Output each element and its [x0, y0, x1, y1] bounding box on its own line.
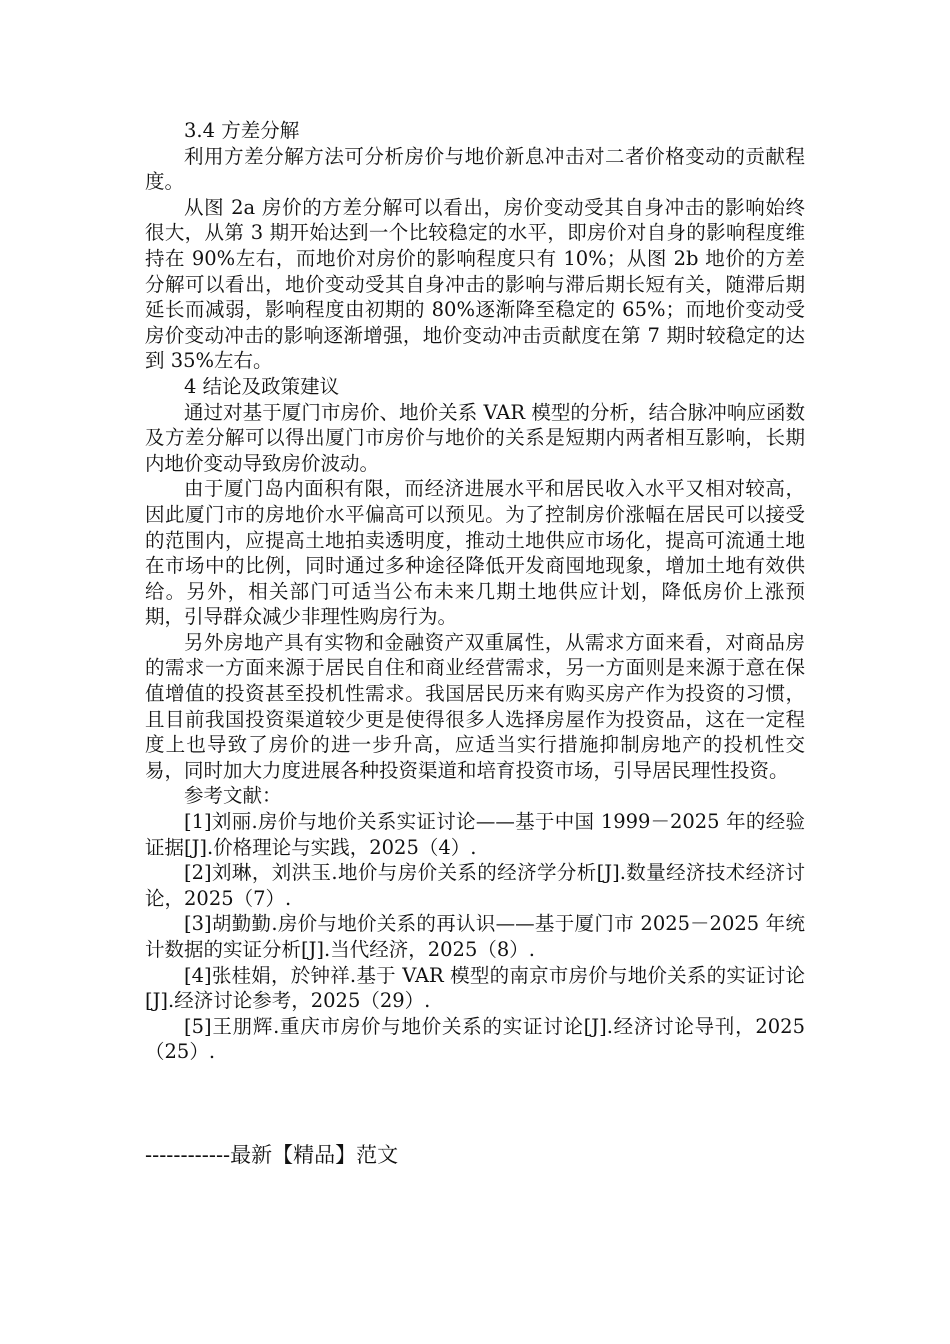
section-heading-4: 4 结论及政策建议 [184, 374, 340, 398]
paragraph: 另外房地产具有实物和金融资产双重属性，从需求方面来看，对商品房的需求一方面来源于居民自住和商业经营需求，另一方面则是来源于意在保值增值的投资甚至投机性需求。我国居民历来有购买房产作为投资的习惯，且目前我国投资渠道较少更是使得很多人选择房屋作为投资品，这在一定程度上也导致了房价的进一步升高，应适当实行措施抑制房地产的投机性交易，同时加大力度进展各种投资渠道和培育投资市场，引导居民理性投资。 [145, 630, 805, 782]
reference-item: [2]刘琳，刘洪玉.地价与房价关系的经济学分析[J].数量经济技术经济讨论，2025（7）. [145, 861, 805, 910]
section-heading-3-4: 3.4 方差分解 [184, 119, 300, 142]
paragraph: 利用方差分解方法可分析房价与地价新息冲击对二者价格变动的贡献程度。 [145, 144, 805, 194]
references-heading: 参考文献： [184, 784, 282, 808]
footer-text: ------------最新【精品】范文 [145, 1143, 399, 1167]
reference-item: [3]胡勤勤.房价与地价关系的再认识——基于厦门市 2025－2025 年统计数据的实证分析[J].当代经济，2025（8）. [145, 912, 805, 961]
reference-item: [5]王朋辉.重庆市房价与地价关系的实证讨论[J].经济讨论导刊，2025（25）. [145, 1014, 805, 1064]
paragraph: 从图 2a 房价的方差分解可以看出，房价变动受其自身冲击的影响始终很大，从第 3 期开始达到一个比较稳定的水平，即房价对自身的影响程度维持在 90%左右，而地价对房价的影响程度只有 10%；从图 2b 地价的方差分解可以看出，地价变动受其自身冲击的影响与滞后期长短有关，随滞后期延长而减弱，影响程度由初期的 80%逐渐降至稳定的 65%；而地价变动受房价变动冲击的影响逐渐增强，地价变动冲击贡献度在第 7 期时较稳定的达到 35%左右。 [145, 195, 805, 373]
reference-item: [4]张桂娟，於钟祥.基于 VAR 模型的南京市房价与地价关系的实证讨论[J].经济讨论参考，2025（29）. [145, 963, 805, 1013]
reference-item: [1]刘丽.房价与地价关系实证讨论——基于中国 1999－2025 年的经验证据[J].价格理论与实践，2025（4）. [145, 810, 805, 859]
document-body [145, 118, 805, 1065]
paragraph: 由于厦门岛内面积有限，而经济进展水平和居民收入水平又相对较高，因此厦门市的房地价水平偏高可以预见。为了控制房价涨幅在居民可以接受的范围内，应提高土地拍卖透明度，推动土地供应市场化，提高可流通土地在市场中的比例，同时通过多种途径降低开发商囤地现象，增加土地有效供给。另外，相关部门可适当公布未来几期土地供应计划，降低房价上涨预期，引导群众减少非理性购房行为。 [145, 477, 805, 629]
paragraph: 通过对基于厦门市房价、地价关系 VAR 模型的分析，结合脉冲响应函数及方差分解可以得出厦门市房价与地价的关系是短期内两者相互影响，长期内地价变动导致房价波动。 [145, 400, 805, 475]
